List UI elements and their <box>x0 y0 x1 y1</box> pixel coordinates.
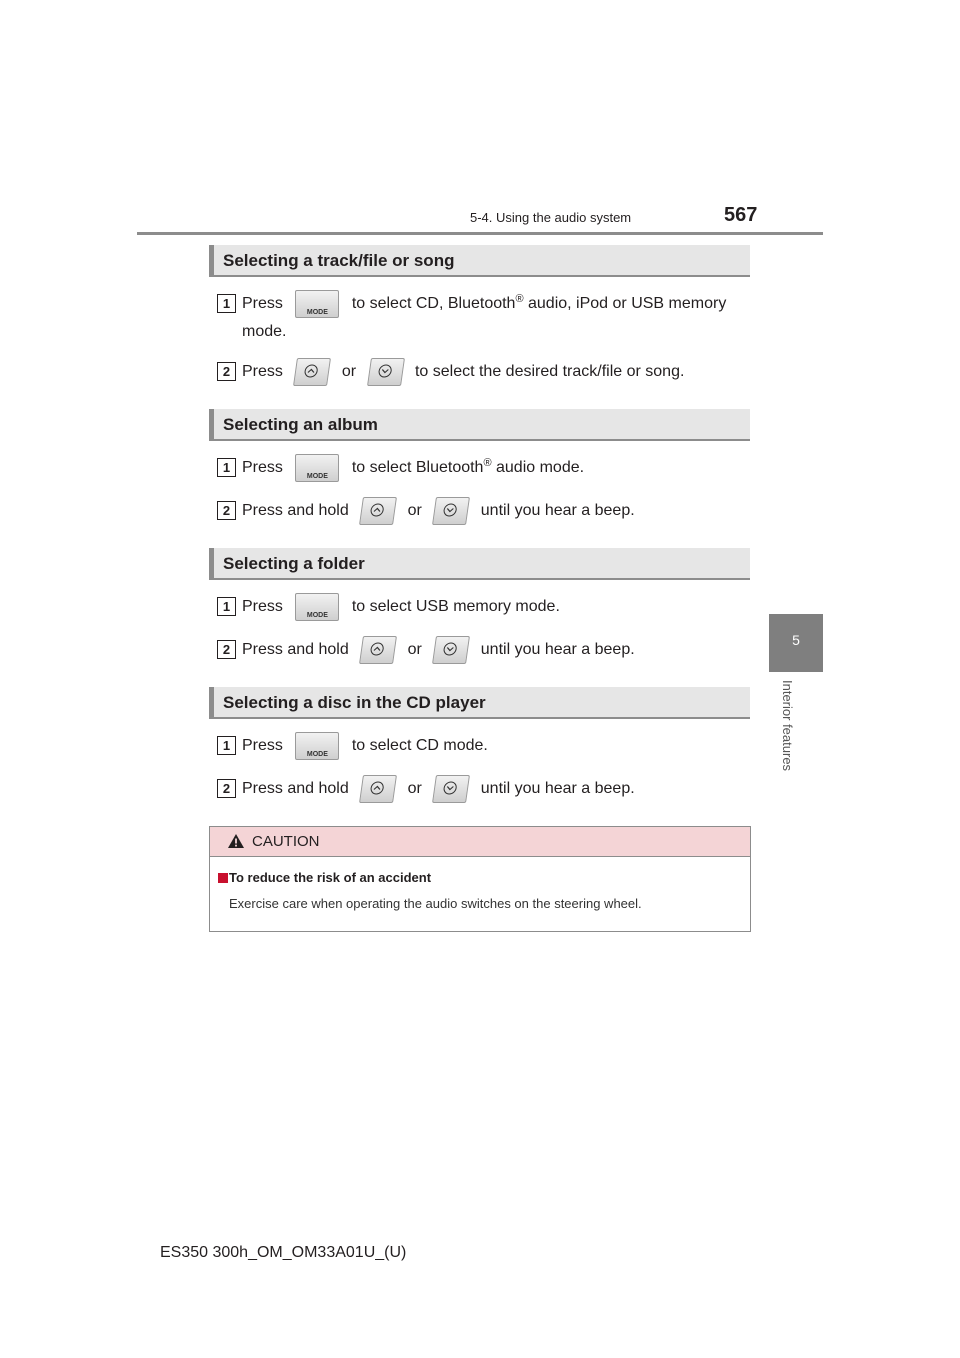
caution-subtitle: To reduce the risk of an accident <box>229 870 432 885</box>
chapter-tab <box>769 614 823 672</box>
header-rule <box>137 232 823 235</box>
step-text-mid: or <box>407 780 422 798</box>
seek-up-icon <box>359 775 397 803</box>
section-header: 5-4. Using the audio system <box>470 210 632 225</box>
step-text-pre: Press <box>242 363 283 381</box>
section-disc-heading <box>209 687 750 719</box>
step-text <box>242 775 747 803</box>
warning-icon <box>227 833 245 849</box>
step-number: 1 <box>217 736 236 755</box>
step-text-post: to select CD mode. <box>351 737 488 755</box>
section-title: Selecting an album <box>223 415 378 434</box>
step-number: 1 <box>217 597 236 616</box>
step-text-post: until you hear a beep. <box>480 780 635 798</box>
step-text-mid: or <box>407 641 422 659</box>
step-text <box>242 290 747 345</box>
seek-down-icon <box>367 358 405 386</box>
step-number: 2 <box>217 640 236 659</box>
seek-up-icon <box>359 497 397 525</box>
mode-label: MODE <box>306 751 328 758</box>
bullet-square-icon <box>218 873 228 883</box>
section-track-heading <box>209 245 750 277</box>
seek-down-icon <box>432 636 470 664</box>
seek-up-icon <box>293 358 331 386</box>
caution-title: CAUTION <box>252 833 320 850</box>
mode-button-icon <box>295 290 339 318</box>
step-text <box>242 636 747 664</box>
step-text-pre: Press <box>242 598 283 616</box>
caution-box <box>209 826 751 932</box>
mode-label: MODE <box>306 473 328 480</box>
step-text-post: to select USB memory mode. <box>351 598 560 616</box>
step-text <box>242 732 747 760</box>
step-text-mid: or <box>341 363 357 381</box>
section-title: Selecting a disc in the CD player <box>223 693 486 712</box>
chapter-number: 5 <box>792 632 800 648</box>
step-text-post2: audio, iPod or USB memory mode. <box>242 295 727 340</box>
caution-text: Exercise care when operating the audio switches on the steering wheel. <box>229 896 642 911</box>
seek-down-icon <box>432 497 470 525</box>
step-text-pre: Press and hold <box>242 502 349 520</box>
seek-up-icon <box>359 636 397 664</box>
step-text <box>242 593 747 621</box>
step-text-post: to select CD, Bluetooth <box>351 295 516 313</box>
step-text-post: until you hear a beep. <box>480 502 635 520</box>
step-text-pre: Press and hold <box>242 780 349 798</box>
step-text <box>242 497 747 525</box>
step-text <box>242 358 747 386</box>
mode-label: MODE <box>306 612 328 619</box>
caution-header <box>210 827 750 857</box>
step-text-post: until you hear a beep. <box>480 641 635 659</box>
step-number: 2 <box>217 779 236 798</box>
step-number: 2 <box>217 362 236 381</box>
chapter-label: Interior features <box>780 680 795 772</box>
mode-button-icon <box>295 454 339 482</box>
page-number: 567 <box>724 204 758 226</box>
section-title: Selecting a folder <box>223 554 365 573</box>
registered-mark: ® <box>515 292 524 305</box>
step-number: 1 <box>217 294 236 313</box>
mode-button-icon <box>295 732 339 760</box>
step-text-pre: Press <box>242 737 283 755</box>
mode-label: MODE <box>306 309 328 316</box>
step-text-pre: Press <box>242 459 283 477</box>
step-text-post: to select the desired track/file or song. <box>414 363 685 381</box>
step-text-mid: or <box>407 502 422 520</box>
step-number: 1 <box>217 458 236 477</box>
document-code: ES350 300h_OM_OM33A01U_(U) <box>160 1244 407 1261</box>
step-number: 2 <box>217 501 236 520</box>
step-text-post2: audio mode. <box>491 459 585 477</box>
seek-down-icon <box>432 775 470 803</box>
step-text-post: to select Bluetooth <box>351 459 484 477</box>
mode-button-icon <box>295 593 339 621</box>
step-text <box>242 454 747 482</box>
step-text-pre: Press and hold <box>242 641 349 659</box>
registered-mark: ® <box>483 456 492 469</box>
section-album-heading <box>209 409 750 441</box>
step-text-pre: Press <box>242 295 283 313</box>
section-title: Selecting a track/file or song <box>223 251 455 270</box>
section-folder-heading <box>209 548 750 580</box>
